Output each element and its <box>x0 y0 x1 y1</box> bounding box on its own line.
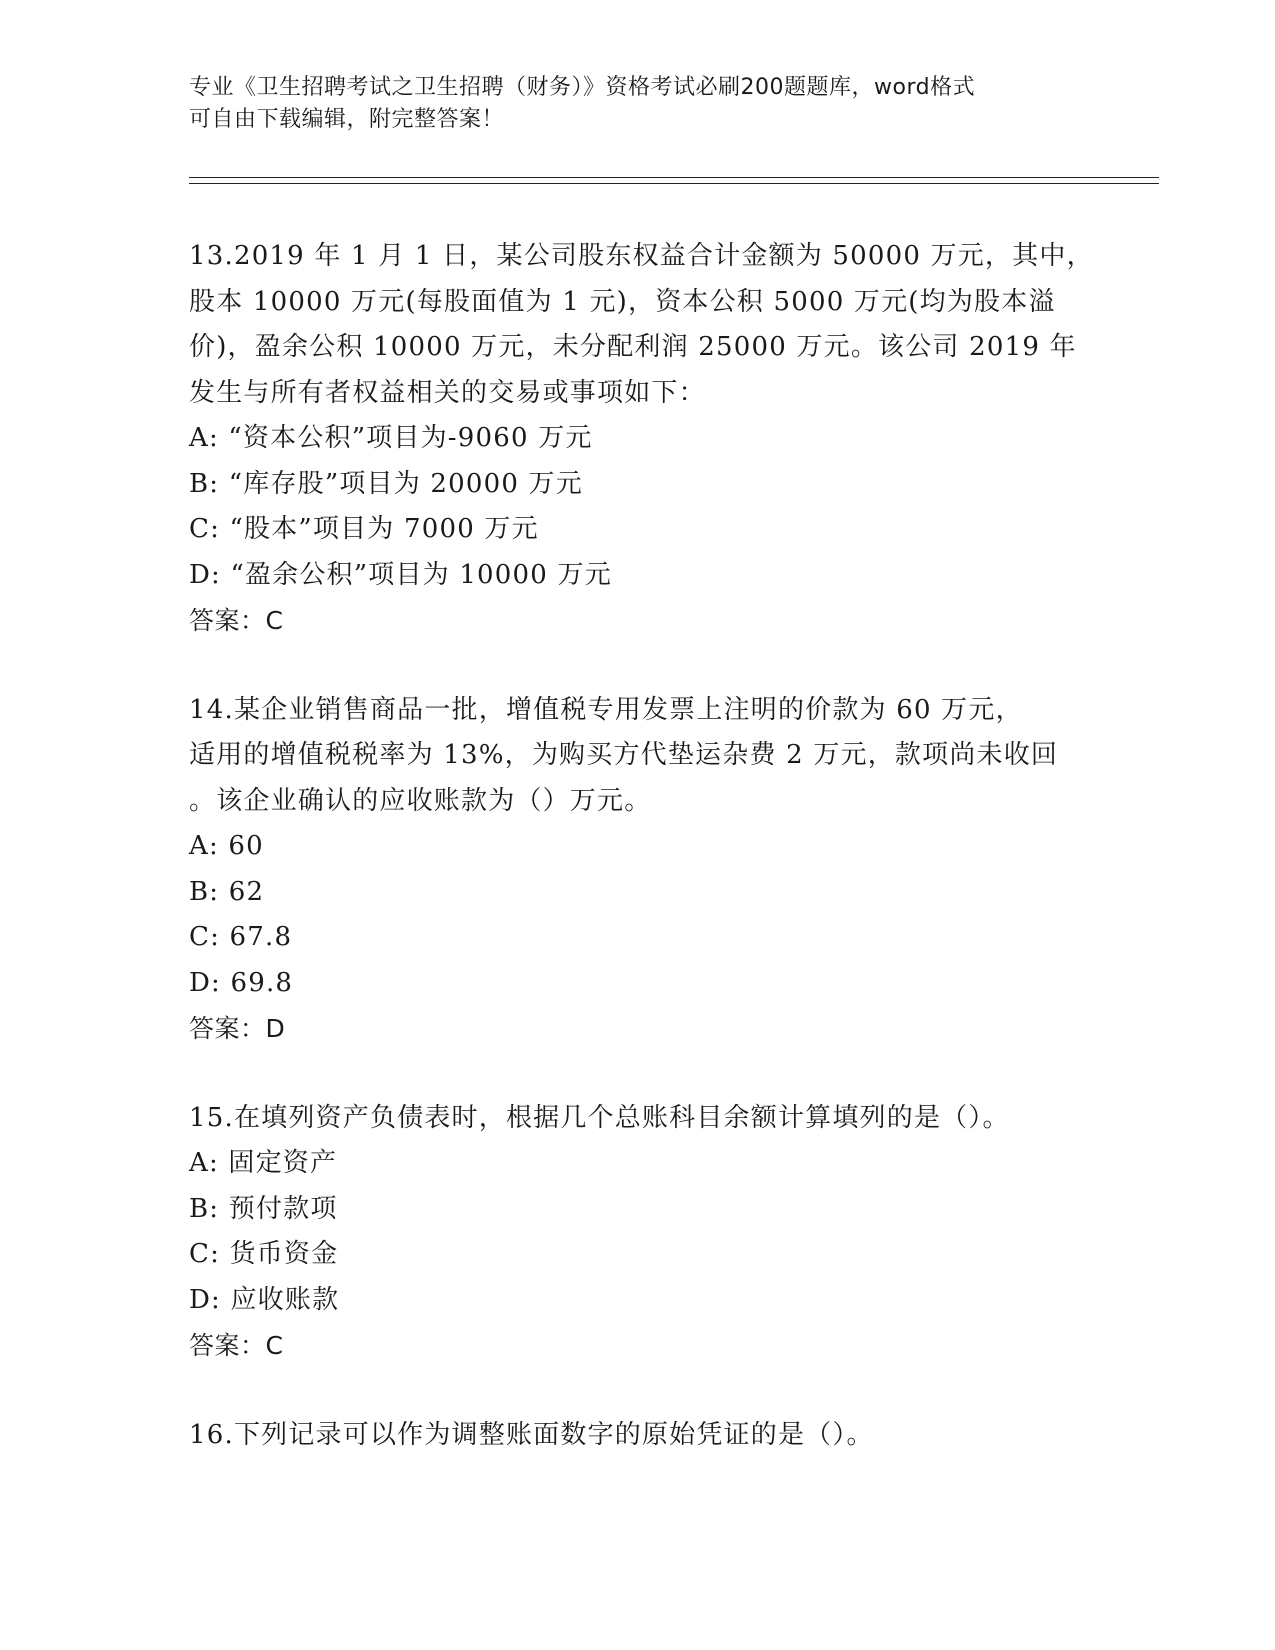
option-a: A: 60 <box>189 831 264 861</box>
header-divider <box>189 183 1159 184</box>
document-header <box>189 72 1089 136</box>
answer: 答案：C <box>189 606 284 635</box>
option-a: A: “资本公积”项目为-9060 万元 <box>189 423 593 453</box>
answer: 答案：D <box>189 1014 286 1043</box>
question-list <box>189 234 1109 1502</box>
option-a: A: 固定资产 <box>189 1148 338 1178</box>
option-c: C: “股本”项目为 7000 万元 <box>189 514 539 544</box>
option-d: D: “盈余公积”项目为 10000 万元 <box>189 559 612 590</box>
question-text: 15.在填列资产负债表时，根据几个总账科目余额计算填列的是（）。 <box>189 1102 1010 1133</box>
option-b: B: “库存股”项目为 20000 万元 <box>189 468 583 499</box>
question-16 <box>189 1413 1109 1459</box>
question-text: 发生与所有者权益相关的交易或事项如下： <box>189 377 706 408</box>
question-text: 14.某企业销售商品一批，增值税专用发票上注明的价款为 60 万元， <box>189 694 1023 725</box>
answer: 答案：C <box>189 1331 284 1360</box>
option-d: D: 应收账款 <box>189 1284 340 1315</box>
header-line: 可自由下载编辑，附完整答案！ <box>189 107 505 132</box>
option-c: C: 货币资金 <box>189 1239 339 1269</box>
question-text: 价)，盈余公积 10000 万元，未分配利润 25000 万元。该公司 2019 年 <box>189 332 1077 362</box>
option-c: C: 67.8 <box>189 922 293 952</box>
option-d: D: 69.8 <box>189 967 294 998</box>
header-divider <box>189 177 1159 178</box>
question-text: 适用的增值税税率为 13%，为购买方代垫运杂费 2 万元，款项尚未收回 <box>189 740 1059 770</box>
question-text: 16.下列记录可以作为调整账面数字的原始凭证的是（）。 <box>189 1419 874 1450</box>
question-text: 13.2019 年 1 月 1 日，某公司股东权益合计金额为 50000 万元，其中， <box>189 241 1094 271</box>
question-text: 股本 10000 万元(每股面值为 1 元)，资本公积 5000 万元(均为股本溢 <box>189 286 1056 317</box>
question-13 <box>189 234 1109 644</box>
option-b: B: 预付款项 <box>189 1193 338 1224</box>
header-line: 专业《卫生招聘考试之卫生招聘（财务）》资格考试必刷200题题库，word格式 <box>189 75 976 100</box>
question-text: 。该企业确认的应收账款为（）万元。 <box>189 785 652 816</box>
option-b: B: 62 <box>189 876 265 907</box>
question-15 <box>189 1096 1109 1369</box>
question-14 <box>189 688 1109 1052</box>
